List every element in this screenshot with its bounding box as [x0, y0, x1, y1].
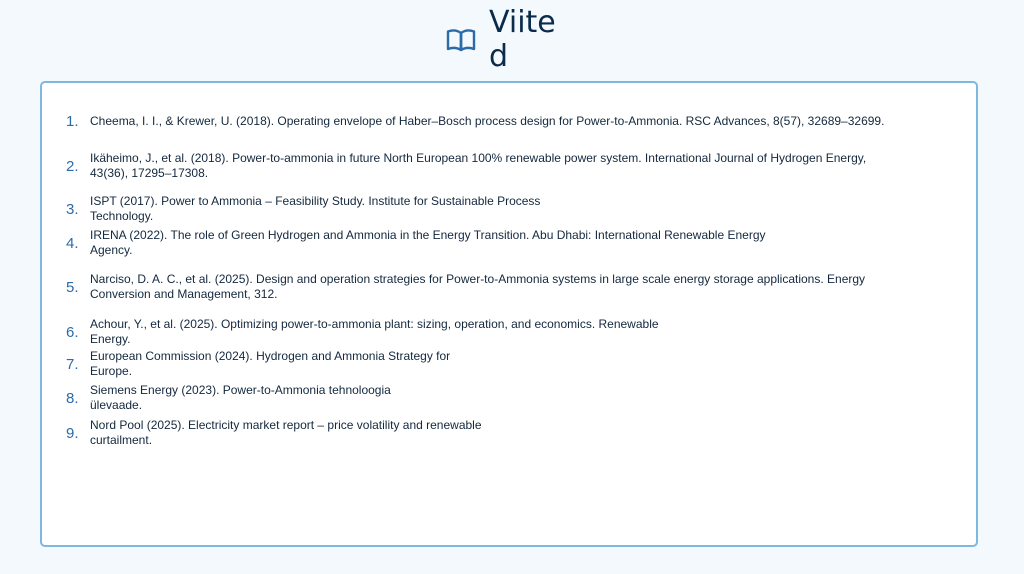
reference-line: Narciso, D. A. C., et al. (2025). Design and operation strategies for Power-to-Ammonia systems in large scale energy storage applications. Energy — [90, 272, 866, 286]
reference-line: 43(36), 17295–17308. — [90, 166, 209, 180]
reference-number: 1. — [66, 113, 79, 130]
reference-number: 7. — [66, 356, 79, 373]
reference-line: Achour, Y., et al. (2025). Optimizing power-to-ammonia plant: sizing, operation, and economics. Renewable — [90, 317, 659, 331]
reference-line: Conversion and Management, 312. — [90, 287, 278, 301]
page-title: Viited — [489, 5, 556, 74]
reference-line: Europe. — [90, 364, 133, 378]
reference-number: 5. — [66, 279, 79, 296]
reference-line: ISPT (2017). Power to Ammonia – Feasibility Study. Institute for Sustainable Process — [90, 194, 541, 208]
book-open-icon — [446, 28, 476, 52]
reference-line: European Commission (2024). Hydrogen and Ammonia Strategy for — [90, 349, 451, 363]
reference-line: Agency. — [90, 243, 133, 257]
slide-header — [0, 6, 1024, 78]
reference-line: curtailment. — [90, 433, 153, 447]
reference-number: 9. — [66, 425, 79, 442]
reference-line: Energy. — [90, 332, 131, 346]
reference-number: 2. — [66, 158, 79, 175]
reference-line: IRENA (2022). The role of Green Hydrogen and Ammonia in the Energy Transition. Abu Dhabi: International Renewable Energy — [90, 228, 766, 242]
reference-number: 8. — [66, 390, 79, 407]
reference-line: Technology. — [90, 209, 154, 223]
reference-line: Nord Pool (2025). Electricity market report – price volatility and renewable — [90, 418, 482, 432]
reference-line: Siemens Energy (2023). Power-to-Ammonia tehnoloogia — [90, 383, 391, 397]
references-panel — [40, 81, 978, 547]
reference-line: Ikäheimo, J., et al. (2018). Power-to-ammonia in future North European 100% renewable power system. International Journal of Hydrogen Energy, — [90, 151, 867, 165]
reference-line: Cheema, I. I., & Krewer, U. (2018). Operating envelope of Haber–Bosch process design for Power-to-Ammonia. RSC Advances, 8(57), 32689–32699. — [90, 114, 885, 128]
reference-number: 3. — [66, 201, 79, 218]
reference-number: 6. — [66, 324, 79, 341]
reference-number: 4. — [66, 235, 79, 252]
reference-line: ülevaade. — [90, 398, 143, 412]
